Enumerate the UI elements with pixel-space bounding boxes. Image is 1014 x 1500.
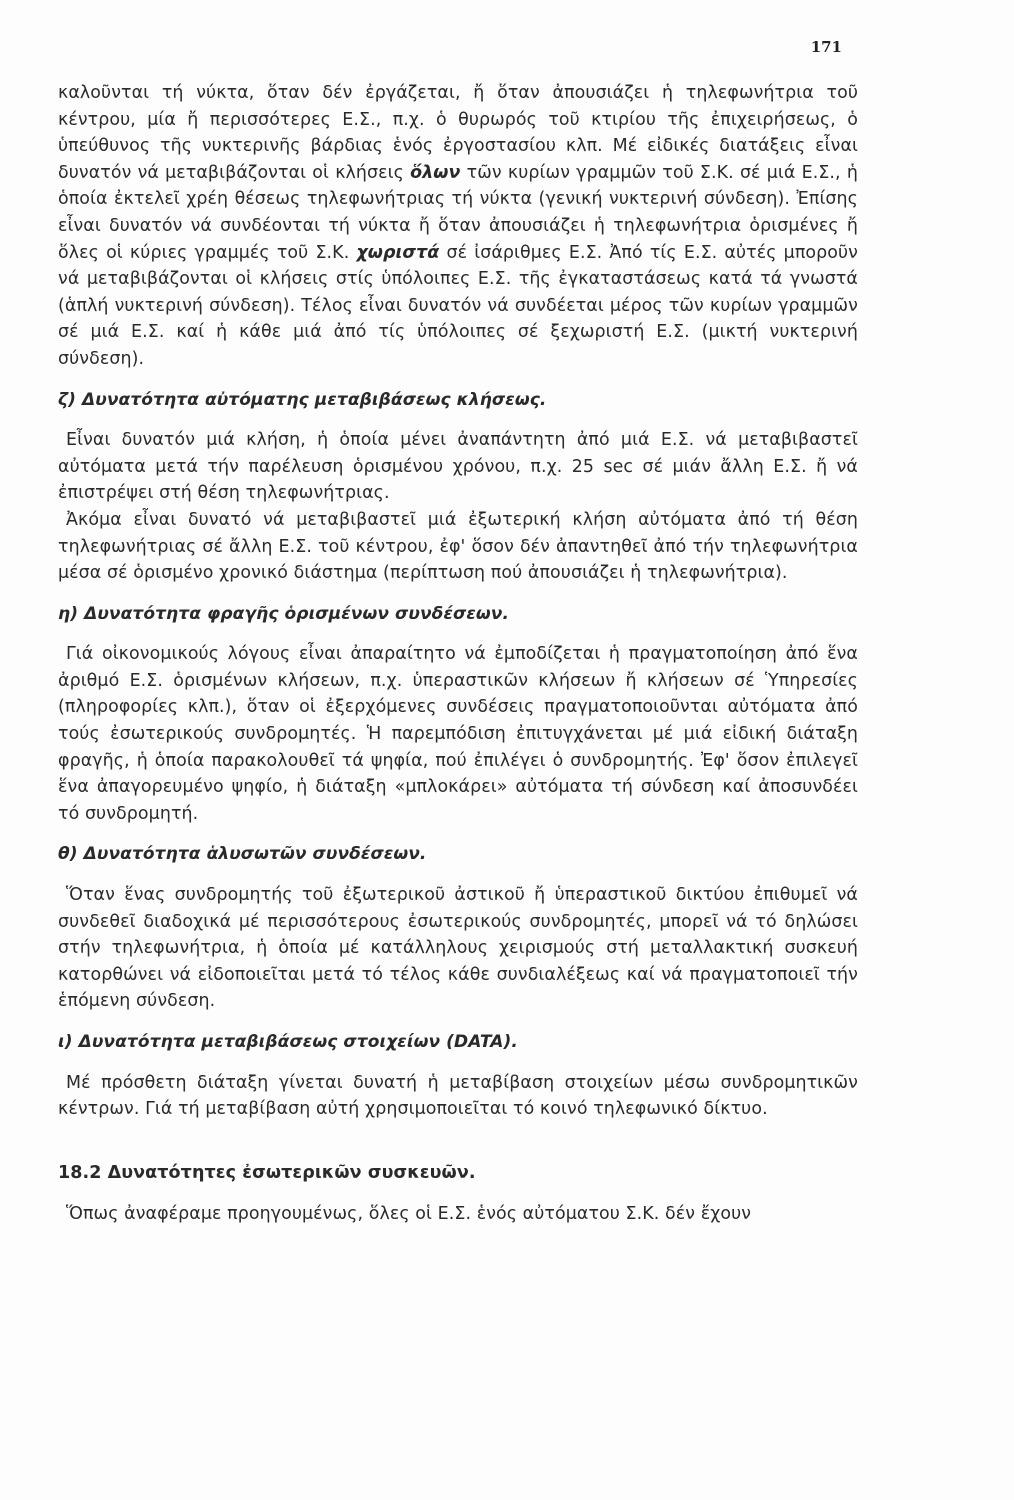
heading-eta	[58, 601, 858, 628]
section-title: Δυνατότητες ἐσωτερικῶν συσκευῶν.	[107, 1162, 476, 1183]
emphasis-all: ὅλων	[410, 162, 461, 183]
paragraph-night-connection	[58, 80, 858, 373]
paragraph-chain-connections: Ὅταν ἕνας συνδρομητής τοῦ ἐξωτερικοῦ ἀστικοῦ ἤ ὑπεραστικοῦ δικτύου ἐπιθυμεῖ νά συνδεθεῖ διαδοχικά μέ περισσότερους ἐσωτερικούς συνδρομητές, μπορεῖ νά τό δηλώσει στήν τηλεφωνήτρια, ἡ ὁποία μέ κατάλληλους χειρισμούς στή μεταλλακτική συσκευή κατορθώνει νά εἰδοποιεῖται μετά τό τέλος κάθε συνδιαλέξεως καί νά πραγματοποιεῖ τήν ἑπόμενη σύνδεση.	[58, 885, 858, 1012]
heading-marker: ζ)	[58, 389, 77, 410]
heading-marker: ι)	[58, 1032, 73, 1052]
paragraph-data-transfer: Μέ πρόσθετη διάταξη γίνεται δυνατή ἡ μεταβίβαση στοιχείων μέσω συνδρομητικῶν κέντρων. Γιά τή μεταβίβαση αὐτή χρησιμοποιεῖται τό κοινό τηλεφωνικό δίκτυο.	[58, 1072, 858, 1120]
paragraph-text: τῶν κυρίων γραμμῶν τοῦ Σ.Κ. σέ μιά Ε.Σ., ἡ ὁποία ἐκτελεῖ χρέη θέσεως τηλεφωνήτριας τή νύκτα (γενική νυκτερινή σύνδεση). Ἐπίσης εἶναι δυνατόν νά συνδέονται τή νύκτα ἤ ὅταν ἀπουσιάζει ἡ τηλεφωνήτρια ὁρισμένες ἤ ὅλες οἱ κύριες γραμμές τοῦ Σ.Κ.	[58, 162, 858, 263]
paragraph-text: σέ ἰσάριθμες Ε.Σ. Ἀπό τίς Ε.Σ. αὐτές μποροῦν νά μεταβιβάζονται οἱ κλήσεις στίς ὑπόλοιπες Ε.Σ. τῆς ἐγκαταστάσεως κατά τά γνωστά (ἁπλή νυκτερινή σύνδεση). Τέλος εἶναι δυνατόν νά συνδέεται μέρος τῶν κυρίων γραμμῶν σέ μιά Ε.Σ. καί ἡ κάθε μιά ἀπό τίς ὑπόλοιπες σέ ξεχωριστή Ε.Σ. (μικτή νυκτερινή σύνδεση).	[58, 242, 858, 369]
heading-title: Δυνατότητα ἁλυσωτῶν συνδέσεων.	[83, 844, 427, 865]
heading-title: Δυνατότητα μεταβιβάσεως στοιχείων (DATA).	[78, 1032, 518, 1052]
heading-zeta	[58, 387, 858, 414]
heading-marker: θ)	[58, 844, 78, 865]
heading-iota	[58, 1029, 858, 1056]
heading-title: Δυνατότητα φραγῆς ὁρισμένων συνδέσεων.	[84, 603, 510, 624]
heading-marker: η)	[58, 603, 79, 624]
paragraph-external-transfer: Ἀκόμα εἶναι δυνατό νά μεταβιβαστεῖ μιά ἐξωτερική κλήση αὐτόματα ἀπό τή θέση τηλεφωνήτριας σέ ἄλλη Ε.Σ. τοῦ κέντρου, ἐφ' ὅσον δέν ἀπαντηθεῖ ἀπό τήν τηλεφωνήτρια μέσα σέ ὁρισμένο χρονικό διάστημα (περίπτωση πού ἀπουσιάζει ἡ τηλεφωνήτρια).	[58, 509, 858, 584]
section-heading	[58, 1159, 858, 1187]
emphasis-separately: χωριστά	[356, 242, 440, 263]
paragraph-internal-devices: Ὅπως ἀναφέραμε προηγουμένως, ὅλες οἱ Ε.Σ. ἑνός αὐτόματου Σ.Κ. δέν ἔχουν	[66, 1203, 752, 1224]
heading-title: Δυνατότητα αὐτόματης μεταβιβάσεως κλήσεως.	[82, 389, 547, 410]
page-number: 171	[810, 38, 842, 56]
paragraph-auto-transfer: Εἶναι δυνατόν μιά κλήση, ἡ ὁποία μένει ἀναπάντητη ἀπό μιά Ε.Σ. νά μεταβιβαστεῖ αὐτόματα μετά τήν παρέλευση ὁρισμένου χρόνου, π.χ. 25 sec σέ μιάν ἄλλη Ε.Σ. ἤ νά ἐπιστρέψει στή θέση τηλεφωνήτριας.	[58, 430, 858, 504]
section-number: 18.2	[58, 1162, 102, 1183]
paragraph-call-barring: Γιά οἰκονομικούς λόγους εἶναι ἀπαραίτητο νά ἐμποδίζεται ἡ πραγματοποίηση ἀπό ἕνα ἀριθμό Ε.Σ. ὁρισμένων κλήσεων, π.χ. ὑπεραστικῶν κλήσεων ἤ κλήσεων σέ Ὑπηρεσίες (πληροφορίες κλπ.), ὅταν οἱ ἐξερχόμενες συνδέσεις πραγματοποιοῦνται αὐτόματα ἀπό τούς ἐσωτερικούς συνδρομητές. Ἡ παρεμπόδιση ἐπιτυγχάνεται μέ μιά εἰδική διάταξη φραγῆς, ἡ ὁποία παρακολουθεῖ τά ψηφία, πού ἐπιλέγει ὁ συνδρομητής. Ἐφ' ὅσον ἐπιλεγεῖ ἕνα ἀπαγορευμένο ψηφίο, ἡ διάταξη «μπλοκάρει» αὐτόματα τή σύνδεση καί ἀποσυνδέει τό συνδρομητή.	[58, 644, 858, 824]
heading-theta	[58, 841, 858, 868]
paragraph-text: καλοῦνται τή νύκτα, ὅταν δέν ἐργάζεται, ἤ ὅταν ἀπουσιάζει ἡ τηλεφωνήτρια τοῦ κέντρου, μία ἤ περισσότερες Ε.Σ., π.χ. ὁ θυρωρός τοῦ κτιρίου τῆς ἐπιχειρήσεως, ὁ ὑπεύθυνος τῆς νυκτερινῆς βάρδιας ἑνός ἐργοστασίου κλπ. Μέ εἰδικές διατάξεις εἶναι δυνατόν νά μεταβιβάζονται οἱ κλήσεις	[58, 83, 858, 183]
page-body	[58, 80, 858, 1227]
